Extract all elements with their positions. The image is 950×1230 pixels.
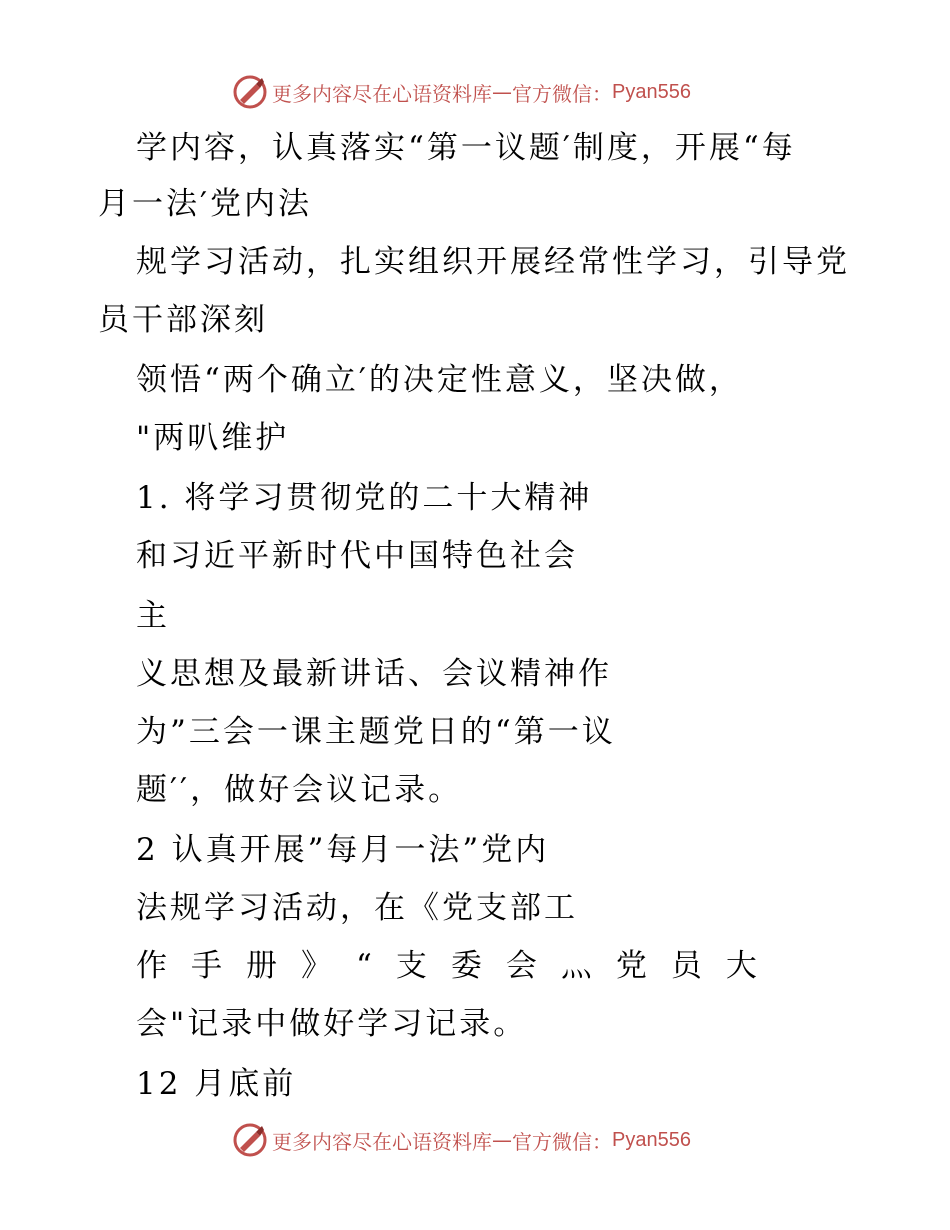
body-line: 为”三会一课主题党日的“第一议 xyxy=(136,714,616,750)
banner-wechat-label: 官方微信： xyxy=(512,1129,612,1154)
banner-site-name: 更多内容尽在心语资料库 xyxy=(272,81,492,106)
body-line: 法规学习活动，在《党支部工 xyxy=(136,890,578,926)
body-line: 和习近平新时代中国特色社会 xyxy=(136,538,578,574)
body-line: 会"记录中做好学习记录。 xyxy=(136,1006,528,1042)
body-line: 主 xyxy=(136,598,170,634)
banner-wechat-label: 官方微信： xyxy=(512,81,612,106)
body-line: 规学习活动，扎实组织开展经常性学习，引导党 xyxy=(136,244,850,280)
banner-site-name: 更多内容尽在心语资料库 xyxy=(272,1129,492,1154)
body-line: "两叭维护 xyxy=(136,420,290,456)
banner-wechat-handle: Pyan556 xyxy=(612,1128,691,1151)
body-line: 作手册》“支委会灬党员大 xyxy=(136,948,781,984)
banner-wechat-handle: Pyan556 xyxy=(612,80,691,103)
header-banner xyxy=(232,72,691,112)
pen-logo-icon xyxy=(232,1122,268,1158)
pen-logo-icon xyxy=(232,74,268,110)
body-line: 1. 将学习贯彻党的二十大精神 xyxy=(136,480,593,516)
body-line: 领悟“两个确立′的决定性意义，坚决做， xyxy=(136,362,743,398)
banner-dash: — xyxy=(492,1128,512,1152)
body-line: 题′′，做好会议记录。 xyxy=(136,772,463,808)
body-line: 2 认真开展”每月一法”党内 xyxy=(136,832,550,868)
body-line: 12 月底前 xyxy=(136,1066,297,1102)
footer-banner xyxy=(232,1120,691,1160)
banner-dash: — xyxy=(492,80,512,104)
body-line: 学内容，认真落实“第一议题′制度，开展“每 xyxy=(136,130,796,166)
body-line: 员干部深刻 xyxy=(98,302,268,338)
body-line: 月一法′党内法 xyxy=(98,186,313,222)
body-line: 义思想及最新讲话、会议精神作 xyxy=(136,656,612,692)
